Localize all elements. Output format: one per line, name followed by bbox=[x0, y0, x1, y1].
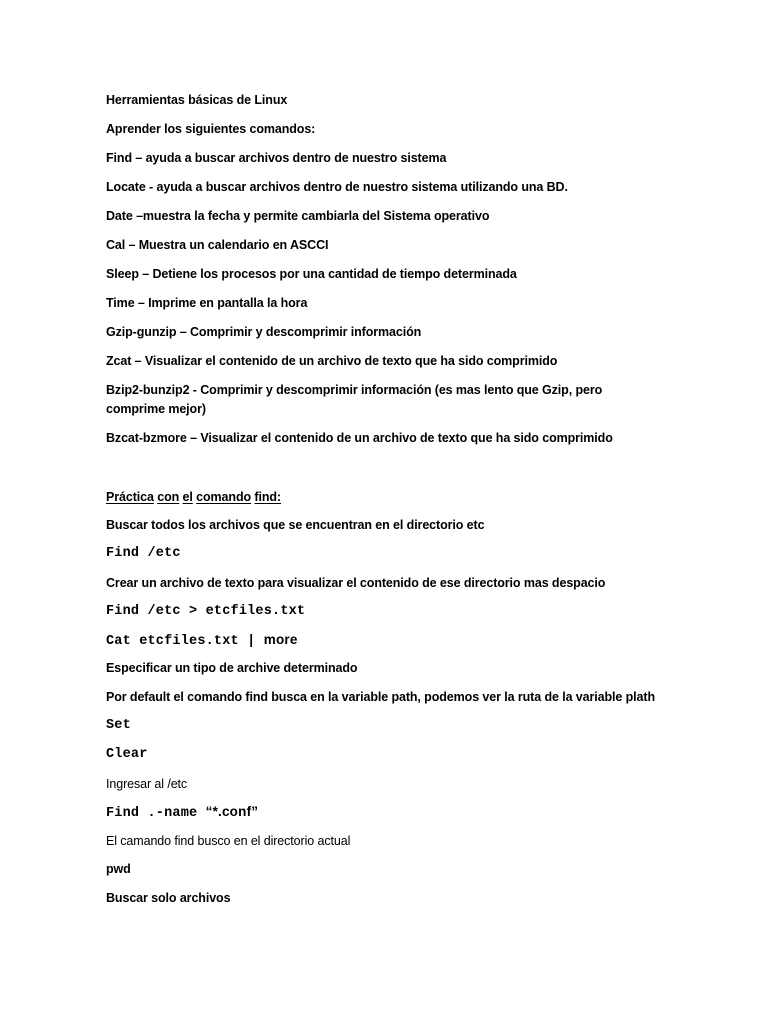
command-code: Find /etc > etcfiles.txt bbox=[106, 604, 306, 619]
command-item: Sleep – Detiene los procesos por una cantidad de tiempo determinada bbox=[106, 267, 517, 281]
command-code-part: “*.conf” bbox=[205, 804, 259, 819]
practice-paragraph: Buscar todos los archivos que se encuentran en el directorio etc bbox=[106, 518, 485, 532]
practice-heading-word: el bbox=[182, 490, 193, 504]
command-item: Bzcat-bzmore – Visualizar el contenido de un archivo de texto que ha sido comprimido bbox=[106, 431, 613, 445]
document-title: Herramientas básicas de Linux bbox=[106, 93, 288, 107]
practice-heading-word: con bbox=[157, 490, 180, 504]
command-code bbox=[106, 802, 666, 823]
command-code: Clear bbox=[106, 747, 148, 762]
command-code bbox=[106, 630, 666, 651]
practice-paragraph: El camando find busco en el directorio actual bbox=[106, 834, 351, 848]
command-item: Cal – Muestra un calendario en ASCCI bbox=[106, 238, 329, 252]
practice-heading-word: comando bbox=[196, 490, 252, 504]
command-code: pwd bbox=[106, 862, 131, 876]
command-item: Gzip-gunzip – Comprimir y descomprimir información bbox=[106, 325, 422, 339]
command-code-part: Find .-name bbox=[106, 806, 206, 821]
command-item: Bzip2-bunzip2 - Comprimir y descomprimir información (es mas lento que Gzip, pero comprime mejor) bbox=[106, 383, 603, 416]
command-code-part: Cat etcfiles.txt | bbox=[106, 634, 264, 649]
practice-heading-word: Práctica bbox=[106, 490, 154, 504]
practice-paragraph: Buscar solo archivos bbox=[106, 891, 231, 905]
practice-heading bbox=[106, 488, 666, 507]
practice-heading-word: find: bbox=[254, 490, 281, 504]
command-code: Set bbox=[106, 718, 131, 733]
practice-paragraph: Crear un archivo de texto para visualizar el contenido de ese directorio mas despacio bbox=[106, 576, 606, 590]
command-code: Find /etc bbox=[106, 546, 181, 561]
command-item: Locate - ayuda a buscar archivos dentro de nuestro sistema utilizando una BD. bbox=[106, 180, 568, 194]
practice-paragraph: Ingresar al /etc bbox=[106, 777, 188, 791]
command-item: Time – Imprime en pantalla la hora bbox=[106, 296, 308, 310]
intro-text: Aprender los siguientes comandos: bbox=[106, 122, 316, 136]
command-item: Find – ayuda a buscar archivos dentro de nuestro sistema bbox=[106, 151, 447, 165]
command-item: Zcat – Visualizar el contenido de un archivo de texto que ha sido comprimido bbox=[106, 354, 558, 368]
command-item: Date –muestra la fecha y permite cambiarla del Sistema operativo bbox=[106, 209, 490, 223]
practice-paragraph: Por default el comando find busca en la variable path, podemos ver la ruta de la variable plath bbox=[106, 690, 655, 704]
practice-paragraph: Especificar un tipo de archive determinado bbox=[106, 661, 358, 675]
command-code-part: more bbox=[263, 632, 298, 647]
